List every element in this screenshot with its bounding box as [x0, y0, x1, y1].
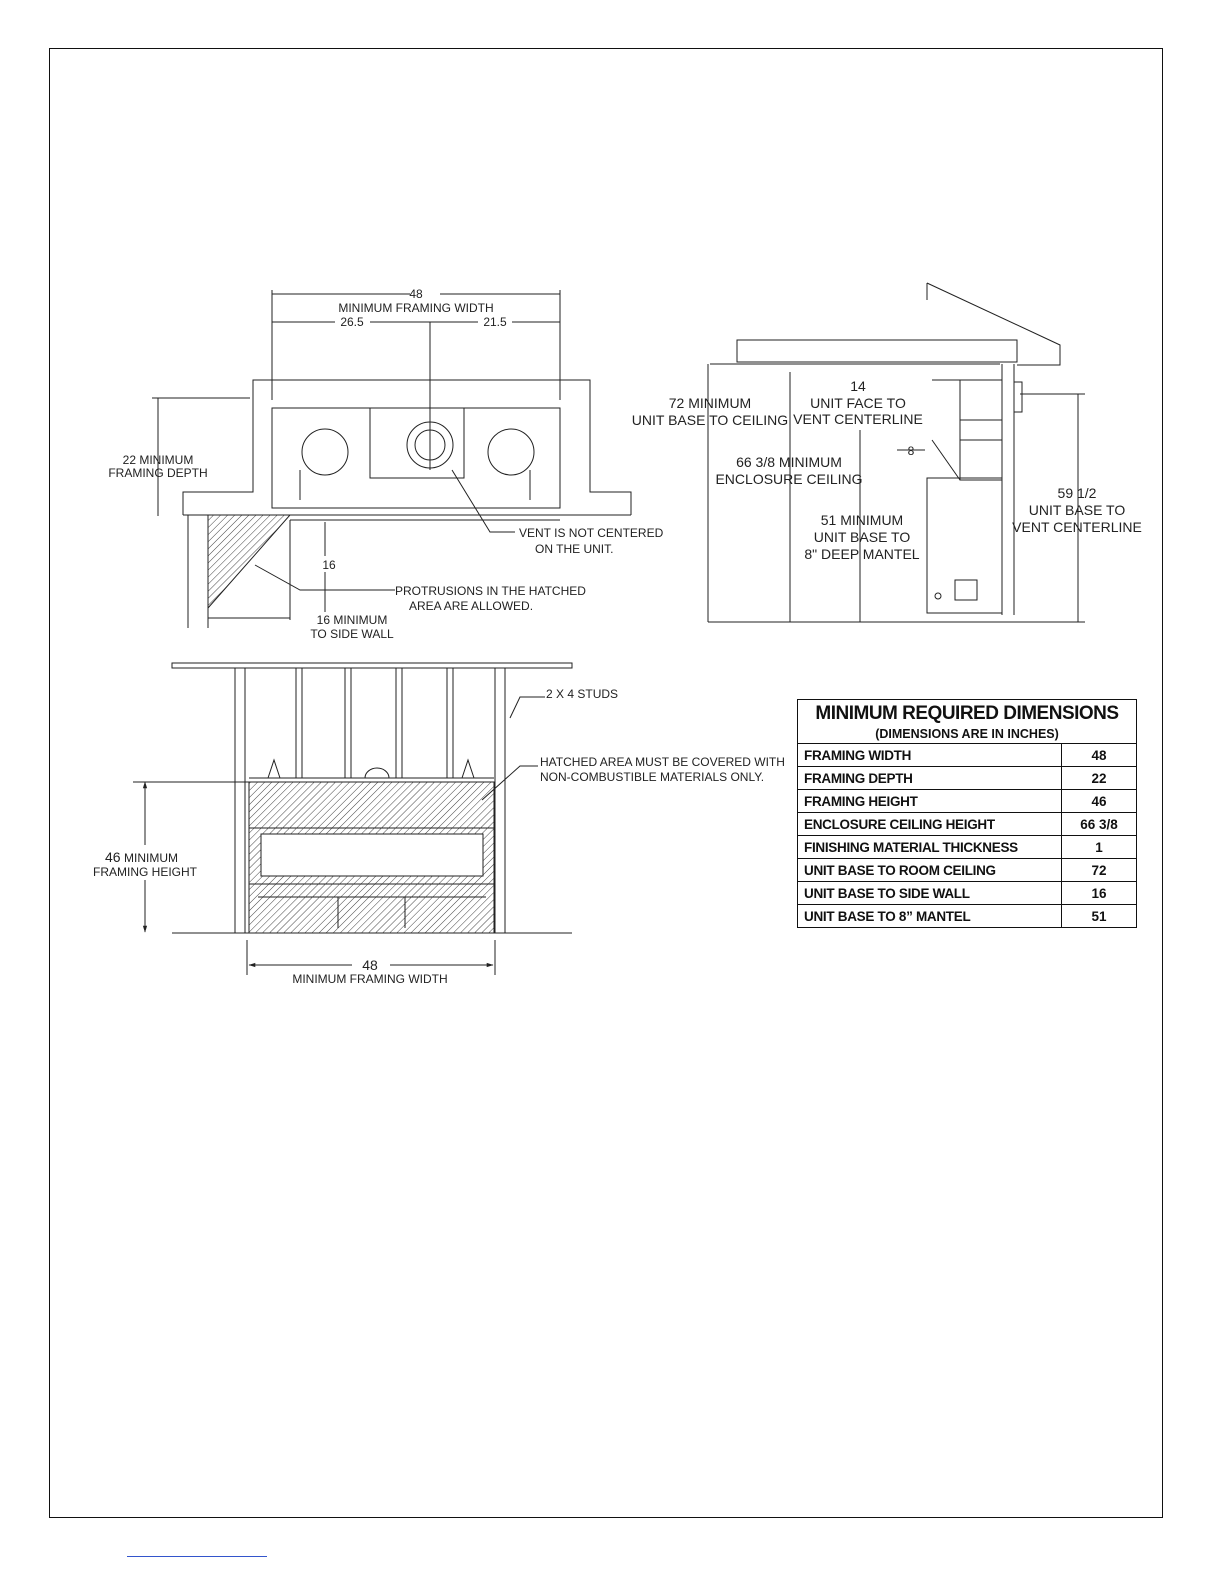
enclosure-ceiling: ENCLOSURE CEILING — [715, 471, 863, 487]
hatch-note-line-2: NON-COMBUSTIBLE MATERIALS ONLY. — [540, 770, 765, 784]
front-view — [133, 663, 572, 975]
row-name: UNIT BASE TO ROOM CEILING — [798, 859, 1062, 882]
plan-depth-value: 22 MINIMUM — [122, 453, 194, 467]
side-dim-8: 8 — [907, 444, 915, 458]
face-dim-14: 14 — [850, 378, 866, 394]
row-name: UNIT BASE TO 8” MANTEL — [798, 905, 1062, 928]
row-name: UNIT BASE TO SIDE WALL — [798, 882, 1062, 905]
vent-note-line-2: ON THE UNIT. — [535, 542, 614, 556]
row-name: FINISHING MATERIAL THICKNESS — [798, 836, 1062, 859]
plan-min-framing-width: MINIMUM FRAMING WIDTH — [338, 301, 494, 315]
table-subtitle: (DIMENSIONS ARE IN INCHES) — [875, 727, 1059, 741]
side-wall-line-1: 16 MINIMUM — [316, 613, 388, 627]
mantel-deep: 8" DEEP MANTEL — [804, 546, 920, 562]
vent-dim-59: 59 1/2 — [1057, 485, 1097, 501]
mantel-unit-base: UNIT BASE TO — [813, 529, 911, 545]
row-value: 16 — [1062, 882, 1137, 905]
face-label-1: UNIT FACE TO — [810, 395, 906, 411]
protrusion-note-line-2: AREA ARE ALLOWED. — [409, 599, 534, 613]
plan-dim-26-5: 26.5 — [340, 315, 364, 329]
table-row — [798, 813, 1137, 836]
table-row — [798, 859, 1137, 882]
vent-note-line-1: VENT IS NOT CENTERED — [519, 526, 664, 540]
row-name: FRAMING WIDTH — [798, 744, 1062, 767]
footer-link-underline[interactable] — [127, 1556, 267, 1557]
vent-centerline: VENT CENTERLINE — [1012, 519, 1142, 535]
table-row — [798, 790, 1137, 813]
width-value-48: 48 — [362, 957, 378, 973]
ceiling-unit-base: UNIT BASE TO CEILING — [631, 412, 789, 428]
plan-dim-16: 16 — [322, 558, 336, 572]
plan-dim-21-5: 21.5 — [483, 315, 507, 329]
table-row — [798, 767, 1137, 790]
row-value: 1 — [1062, 836, 1137, 859]
row-value: 22 — [1062, 767, 1137, 790]
studs-label: 2 X 4 STUDS — [546, 687, 619, 701]
table-row — [798, 882, 1137, 905]
row-value: 48 — [1062, 744, 1137, 767]
height-framing-label: FRAMING HEIGHT — [93, 865, 197, 879]
face-label-2: VENT CENTERLINE — [793, 411, 923, 427]
plan-view-labels — [108, 287, 663, 641]
protrusion-note-line-1: PROTRUSIONS IN THE HATCHED — [395, 584, 586, 598]
height-min-label: MINIMUM — [124, 851, 178, 865]
mantel-min: 51 MINIMUM — [820, 512, 904, 528]
side-view — [708, 283, 1085, 622]
table-title: MINIMUM REQUIRED DIMENSIONS — [815, 703, 1119, 724]
table-row — [798, 836, 1137, 859]
plan-dim-48: 48 — [409, 287, 423, 301]
hatch-note-line-1: HATCHED AREA MUST BE COVERED WITH — [540, 755, 785, 769]
plan-view — [152, 290, 631, 628]
plan-depth-label: FRAMING DEPTH — [108, 466, 208, 480]
table-title-row — [798, 700, 1137, 744]
row-name: FRAMING DEPTH — [798, 767, 1062, 790]
row-name: ENCLOSURE CEILING HEIGHT — [798, 813, 1062, 836]
table-row — [798, 905, 1137, 928]
vent-unit-base: UNIT BASE TO — [1028, 502, 1126, 518]
side-wall-line-2: TO SIDE WALL — [310, 627, 394, 641]
row-value: 66 3/8 — [1062, 813, 1137, 836]
enclosure-min: 66 3/8 MINIMUM — [736, 454, 842, 470]
table-row — [798, 744, 1137, 767]
minimum-dimensions-table — [797, 699, 1137, 928]
height-value-46: 46 — [105, 849, 121, 865]
row-name: FRAMING HEIGHT — [798, 790, 1062, 813]
width-framing-label: MINIMUM FRAMING WIDTH — [292, 972, 448, 986]
row-value: 51 — [1062, 905, 1137, 928]
row-value: 72 — [1062, 859, 1137, 882]
ceiling-min-72: 72 MINIMUM — [668, 395, 752, 411]
row-value: 46 — [1062, 790, 1137, 813]
